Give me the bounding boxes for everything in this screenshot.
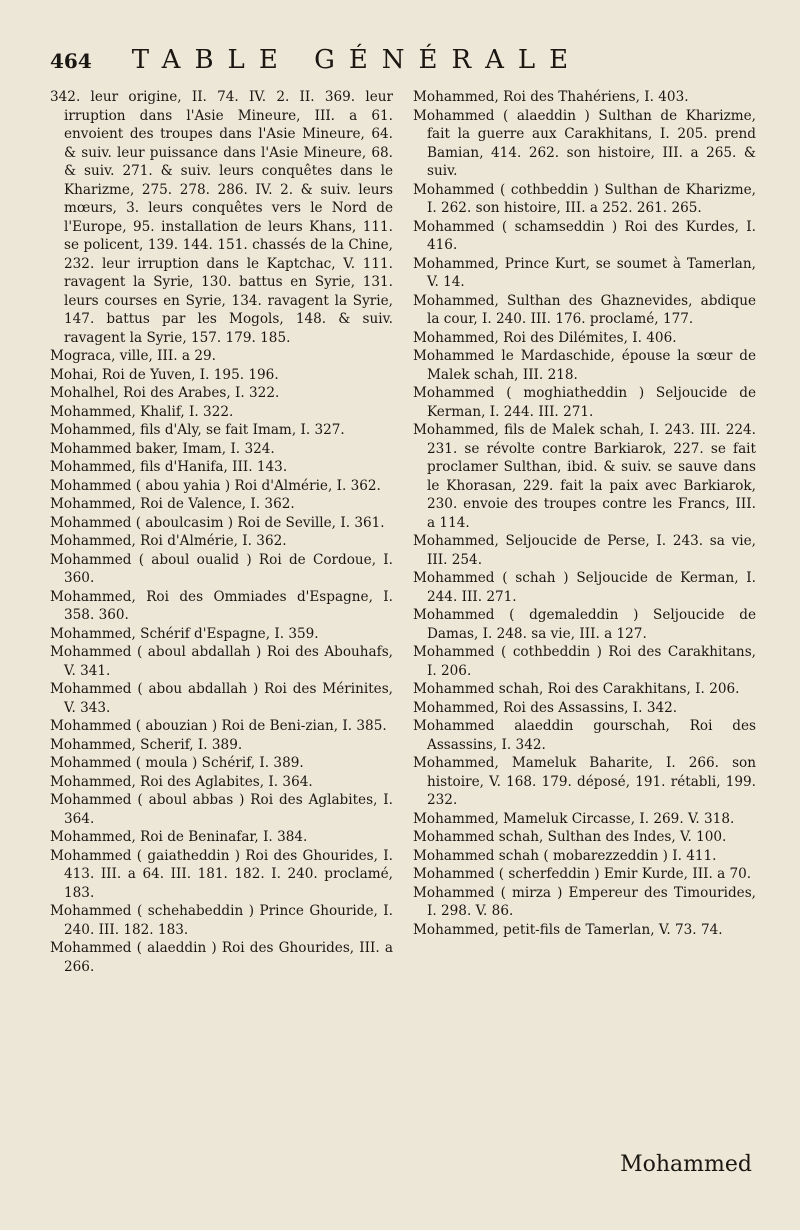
index-entry: Mohammed schah, Roi des Carakhitans, I. 206.	[413, 681, 740, 697]
index-entry: Mohammed, petit-fils de Tamerlan, V. 73. 74.	[413, 921, 723, 938]
index-entry: Mohammed, Roi des Thahériens, I. 403.	[413, 89, 689, 105]
index-entry: Mohammed ( dgemaleddin ) Seljoucide de Damas, I. 248. sa vie, III. a 127.	[413, 607, 756, 642]
index-column-left	[50, 88, 393, 976]
index-entry: Mohammed ( cothbeddin ) Roi des Carakhitans, I. 206.	[413, 644, 756, 679]
page-header	[50, 45, 750, 81]
index-entry: Mohammed schah, Sulthan des Indes, V. 100.	[413, 829, 727, 845]
index-entry: Mohammed schah ( mobarezzeddin ) I. 411.	[413, 847, 717, 864]
index-entry: Mohammed alaeddin gourschah, Roi des Assassins, I. 342.	[413, 718, 756, 753]
running-title: TABLE GÉNÉRALE	[131, 45, 583, 75]
index-entry: Mohammed, Prince Kurt, se soumet à Tamerlan, V. 14.	[413, 255, 756, 290]
index-entry: Mohammed ( aboulcasim ) Roi de Seville, I. 361.	[50, 514, 385, 531]
index-entry: Mohammed le Mardaschide, épouse la sœur de Malek schah, III. 218.	[413, 348, 756, 383]
index-entry: Mohammed, fils de Malek schah, I. 243. III. 224. 231. se révolte contre Barkiarok, 227. se fait proclamer Sulthan, ibid. & suiv. se sauve dans le Khorasan, 229. fait la paix avec Barkiarok, 230. envoie des troupes contre les Francs, III. a 114.	[413, 422, 756, 531]
index-entry: Mohammed, Roi des Assassins, I. 342.	[413, 699, 678, 716]
index-entry: Mohammed ( abou yahia ) Roi d'Almérie, I. 362.	[50, 477, 381, 494]
index-entry: Mohammed, Sulthan des Ghaznevides, abdique la cour, I. 240. III. 176. proclamé, 177.	[413, 292, 756, 327]
index-entry: Mohammed, Khalif, I. 322.	[50, 403, 234, 420]
index-column-right	[413, 88, 756, 976]
index-entry: Mohammed, Roi d'Almérie, I. 362.	[50, 533, 287, 549]
index-entry: Mohai, Roi de Yuven, I. 195. 196.	[50, 366, 279, 383]
index-entry: Mohammed, Roi de Beninafar, I. 384.	[50, 829, 308, 845]
index-entry: Mohammed, Mameluk Circasse, I. 269. V. 318.	[413, 810, 735, 827]
page-number: 464	[50, 49, 92, 73]
index-entry: Mohammed, Seljoucide de Perse, I. 243. sa vie, III. 254.	[413, 533, 756, 568]
index-entry: Mohammed, Scherif, I. 389.	[50, 736, 243, 753]
index-entry: Mohammed ( cothbeddin ) Sulthan de Kharizme, I. 262. son histoire, III. a 252. 261. 265.	[413, 181, 756, 216]
index-entry: Mohammed ( moghiatheddin ) Seljoucide de Kerman, I. 244. III. 271.	[413, 385, 756, 420]
index-entry: Mograca, ville, III. a 29.	[50, 348, 216, 364]
index-entry: Mohammed ( alaeddin ) Roi des Ghourides, III. a 266.	[50, 940, 393, 975]
index-entry: Mohammed ( aboul abbas ) Roi des Aglabites, I. 364.	[50, 792, 393, 827]
index-entry: Mohammed, Roi des Aglabites, I. 364.	[50, 773, 313, 790]
index-entry: Mohammed ( moula ) Schérif, I. 389.	[50, 755, 304, 771]
index-columns	[50, 88, 756, 976]
index-entry: Mohammed, Roi des Ommiades d'Espagne, I. 358. 360.	[50, 588, 393, 623]
index-entry: Mohammed ( aboul oualid ) Roi de Cordoue, I. 360.	[50, 551, 393, 586]
index-entry: 342. leur origine, II. 74. IV. 2. II. 369. leur irruption dans l'Asie Mineure, III. a 61. envoient des troupes dans l'Asie Mineure, 64. & suiv. leur puissance dans l'Asie Mineure, 68. & suiv. 271. & suiv. leurs conquêtes dans le Kharizme, 275. 278. 286. IV. 2. & suiv. leurs mœurs, 3. leurs conquêtes vers le Nord de l'Europe, 95. installation de leurs Khans, 111. se policent, 139. 144. 151. chassés de la Chine, 232. leur irruption dans le Kaptchac, V. 111. ravagent la Syrie, 130. battus en Syrie, 131. leurs courses en Syrie, 134. ravagent la Syrie, 147. battus par les Mogols, 148. & suiv. ravagent la Syrie, 157. 179. 185.	[50, 89, 393, 346]
index-entry: Mohammed, fils d'Aly, se fait Imam, I. 327.	[50, 422, 345, 438]
index-entry: Mohammed, Roi des Dilémites, I. 406.	[413, 329, 677, 346]
index-entry: Mohammed baker, Imam, I. 324.	[50, 440, 275, 457]
catchword: Mohammed	[620, 1152, 752, 1177]
index-entry: Mohammed, fils d'Hanifa, III. 143.	[50, 459, 288, 475]
index-entry: Mohammed, Mameluk Baharite, I. 266. son histoire, V. 168. 179. déposé, 191. rétabli, 199. 232.	[413, 755, 756, 808]
index-entry: Mohammed ( schamseddin ) Roi des Kurdes, I. 416.	[413, 218, 756, 253]
index-entry: Mohammed ( mirza ) Empereur des Timourides, I. 298. V. 86.	[413, 884, 756, 919]
index-entry: Mohammed ( scherfeddin ) Emir Kurde, III. a 70.	[413, 866, 752, 882]
index-entry: Mohammed ( aboul abdallah ) Roi des Abouhafs, V. 341.	[50, 644, 393, 679]
index-entry: Mohammed, Schérif d'Espagne, I. 359.	[50, 625, 319, 642]
index-entry: Mohammed ( abouzian ) Roi de Beni-zian, I. 385.	[50, 718, 387, 734]
index-entry: Mohammed ( gaiatheddin ) Roi des Ghourides, I. 413. III. a 64. III. 181. 182. I. 240. proclamé, 183.	[50, 847, 393, 901]
index-entry: Mohammed ( abou abdallah ) Roi des Mérinites, V. 343.	[50, 681, 393, 716]
index-entry: Mohalhel, Roi des Arabes, I. 322.	[50, 385, 280, 401]
index-entry: Mohammed, Roi de Valence, I. 362.	[50, 496, 295, 512]
index-entry: Mohammed ( alaeddin ) Sulthan de Kharizme, fait la guerre aux Carakhitans, I. 205. prend Bamian, 414. 262. son histoire, III. a 265. & suiv.	[413, 107, 756, 179]
index-entry: Mohammed ( schah ) Seljoucide de Kerman, I. 244. III. 271.	[413, 570, 756, 605]
index-entry: Mohammed ( schehabeddin ) Prince Ghouride, I. 240. III. 182. 183.	[50, 903, 393, 938]
